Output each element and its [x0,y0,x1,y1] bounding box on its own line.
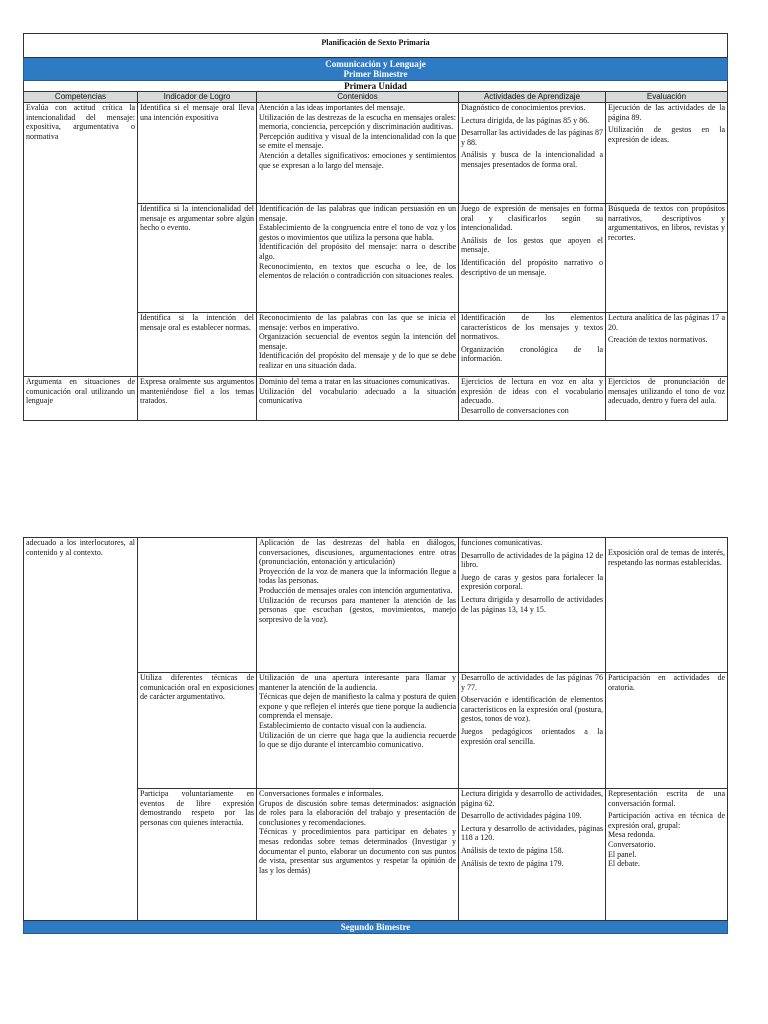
competencia-cell: adecuado a los interlocutores, al contenido y al contexto. [24,538,138,921]
contenido-item: Organización secuencial de eventos según la intención del mensaje. [259,332,456,351]
contenido-item: Identificación de las palabras que indican persuasión en un mensaje. [259,204,456,223]
evaluacion-item: El panel. [608,849,637,859]
bimestre-header [24,58,728,81]
competencia-cell: Evalúa con actitud crítica la intencionalidad del mensaje: expositiva, argumentativa o normativa [24,103,138,377]
actividades-cell [459,377,606,421]
document-title: Planificación de Sexto Primaria [24,34,728,58]
evaluacion-cell [606,313,728,377]
contenidos-cell [257,673,459,789]
bimestre-2-title: Segundo Bimestre [24,921,728,934]
actividad-item: Desarrollo de actividades página 109. [461,811,582,821]
indicador-cell: Identifica si la intencionalidad del mensaje es argumentar sobre algún hecho o evento. [138,204,257,313]
bimestre-1-title: Primer Bimestre [343,69,408,79]
actividad-item: Lectura dirigida y desarrollo de actividades de las páginas 13, 14 y 15. [461,594,603,614]
actividad-item: Identificación de los elementos característicos de los mensajes y textos normativos. [461,313,603,342]
contenido-item: Técnicas y procedimientos para participar en debates y mesas redondas sobre temas determinados (Investigar y documentar el punto, elaborar un documento con sus puntos de vista, presentar sus argumentos y respetar la opinión de las y los demás) [259,827,456,875]
contenido-item: Identificación del propósito del mensaje y de lo que se debe realizar en una situación dada. [259,351,456,370]
table-row [24,103,728,204]
contenido-item: Reconocimiento, en textos que escucha o lee, de los elementos de relación o contradicción con situaciones reales. [259,261,456,281]
contenidos-cell [257,313,459,377]
contenido-item: Utilización de las destrezas de la escucha en mensajes orales: memoria, conciencia, percepción y discriminación auditivas. [259,112,456,132]
contenido-item: Establecimiento de la congruencia entre el tono de voz y los gestos o movimientos que utiliza la persona que habla. [259,223,456,242]
actividades-cell [459,204,606,313]
contenido-item: Percepción auditiva y visual de la intencionalidad con la que se emite el mensaje. [259,131,456,151]
contenidos-cell [257,789,459,921]
contenido-item: Reconocimiento de las palabras con las que se inicia el mensaje: verbos en imperativo. [259,313,456,332]
actividades-cell [459,313,606,377]
actividades-cell [459,789,606,921]
actividad-item: Ejercicios de lectura en voz en alta y expresión de ideas con el vocabulario adecuado. [461,377,603,406]
contenido-item: Dominio del tema a tratar en las situaciones comunicativas. [259,377,450,386]
contenido-item: Utilización de un cierre que haga que la audiencia recuerde lo que se dijo durante el intercambio comunicativo. [259,730,456,750]
contenido-item: Utilización del vocabulario adecuado a la situación comunicativa [259,386,456,406]
evaluacion-item: Utilización de gestos en la expresión de ideas. [608,125,725,144]
evaluacion-cell [606,204,728,313]
indicador-cell [138,538,257,673]
area-title: Comunicación y Lenguaje [325,59,426,69]
evaluacion-item: Mesa redonda. [608,830,656,840]
actividad-item: Diagnóstico de conocimientos previos. [461,103,586,112]
evaluacion-item: Creación de textos normativos. [608,335,708,345]
planning-table-page-2 [23,537,728,934]
indicador-cell: Identifica si la intención del mensaje oral es establecer normas. [138,313,257,377]
actividad-item: Juego de caras y gestos para fortalecer la expresión corporal. [461,572,603,592]
evaluacion-cell [606,103,728,204]
actividad-item: Análisis de los gestos que apoyen el mensaje. [461,235,603,255]
contenido-item: Grupos de discusión sobre temas determinados: asignación de roles para la elaboración del trabajo y presentación de conclusiones y recomendaciones. [259,798,456,827]
evaluacion-item: El debate. [608,859,640,869]
indicador-cell: Participa voluntariamente en eventos de libre expresión demostrando respeto por las personas con quienes interactúa. [138,789,257,921]
contenido-item: Atención a detalles significativos: emociones y sentimientos que se expresan a lo largo del mensaje. [259,150,456,170]
actividad-item: Análisis de texto de página 158. [461,845,564,855]
actividad-item: Observación e identificación de elementos característicos en la expresión oral (postura, gestos, tonos de voz). [461,695,603,724]
unidad-title: Primera Unidad [24,81,728,92]
contenido-item: Aplicación de las destrezas del habla en diálogos, conversaciones, discusiones, argumentaciones entre otras (pronunciación, entonación y articulación) [259,538,456,567]
column-header-actividades: Actividades de Aprendizaje [459,92,606,103]
contenido-item: Establecimiento de contacto visual con la audiencia. [259,720,427,730]
actividad-item: Análisis de texto de página 179. [461,858,564,868]
evaluacion-item: Ejercicios de pronunciación de mensajes utilizando el tono de voz adecuado, dentro y fuera del aula. [608,377,725,406]
evaluacion-item: Ejecución de las actividades de la página 89. [608,103,725,122]
contenido-item: Utilización de recursos para mantener la atención de las personas que escuchan (gestos, movimientos, manejo sorpresivo de la voz). [259,595,456,624]
actividades-cell [459,538,606,673]
actividad-item: Juegos pedagógicos orientados a la expresión oral sencilla. [461,726,603,746]
contenido-item: Identificación del propósito del mensaje: narra o describe algo. [259,242,456,261]
actividad-item: Identificación del propósito narrativo o descriptivo de un mensaje. [461,257,603,277]
column-header-evaluacion: Evaluación [606,92,728,103]
evaluacion-item: Participación en actividades de oratoria. [608,673,725,692]
actividad-item: Desarrollo de conversaciones con [461,405,569,415]
actividad-item: Lectura dirigida, de las páginas 85 y 86. [461,115,590,125]
indicador-cell: Identifica si el mensaje oral lleva una intención expositiva [138,103,257,204]
contenidos-cell [257,377,459,421]
evaluacion-item: Exposición oral de temas de interés, respetando las normas establecidas. [608,548,725,567]
contenido-item: Utilización de una apertura interesante para llamar y mantener la atención de la audiencia. [259,673,456,692]
evaluacion-item: Lectura analítica de las páginas 17 a 20. [608,313,725,332]
contenido-item: Proyección de la voz de manera que la información llegue a todas las personas. [259,566,456,586]
column-header-contenidos: Contenidos [257,92,459,103]
actividad-item: Desarrollo de actividades de las páginas 76 y 77. [461,673,603,692]
table-row [24,538,728,673]
actividad-item: Lectura y desarrollo de actividades, páginas 118 a 120. [461,823,603,843]
evaluacion-cell [606,377,728,421]
indicador-cell: Expresa oralmente sus argumentos manteniéndose fiel a los temas tratados. [138,377,257,421]
actividades-cell [459,673,606,789]
evaluacion-item: Conversatorio. [608,839,656,849]
contenidos-cell [257,103,459,204]
actividad-item: Desarrollar las actividades de las páginas 87 y 88. [461,128,603,147]
indicador-cell: Utiliza diferentes técnicas de comunicación oral en exposiciones de carácter argumentativo. [138,673,257,789]
competencia-cell: Argumenta en situaciones de comunicación oral utilizando un lenguaje [24,377,138,421]
contenidos-cell [257,204,459,313]
planning-table-page-1 [23,33,728,421]
evaluacion-item: Representación escrita de una conversación formal. [608,789,725,808]
evaluacion-cell [606,538,728,673]
actividad-item: Lectura dirigida y desarrollo de actividades, página 62. [461,789,603,808]
actividad-item: funciones comunicativas. [461,538,543,547]
table-row [24,377,728,421]
evaluacion-cell [606,789,728,921]
column-header-competencias: Competencias [24,92,138,103]
actividades-cell [459,103,606,204]
contenido-item: Técnicas que dejen de manifiesto la calma y postura de quien expone y que reflejen el interés que tiene porque la audiencia comprenda el mensaje. [259,692,456,721]
actividad-item: Desarrollo de actividades de la página 12 de libro. [461,550,603,570]
contenido-item: Atención a las ideas importantes del mensaje. [259,103,405,112]
column-header-indicador: Indicador de Logro [138,92,257,103]
evaluacion-item: Búsqueda de textos con propósitos narrativos, descriptivos y argumentativos, en libros, revistas y recortes. [608,204,725,242]
contenido-item: Producción de mensajes orales con intención argumentativa. [259,585,453,595]
actividad-item: Análisis y busca de la intencionalidad a mensajes presentados de forma oral. [461,150,603,169]
actividad-item: Organización cronológica de la información. [461,344,603,364]
contenidos-cell [257,538,459,673]
contenido-item: Conversaciones formales e informales. [259,789,384,798]
evaluacion-item: Participación activa en técnica de expresión oral, grupal: [608,811,725,830]
actividad-item: Juego de expresión de mensajes en forma oral y clasificarlos según su intencionalidad. [461,204,603,233]
evaluacion-cell [606,673,728,789]
